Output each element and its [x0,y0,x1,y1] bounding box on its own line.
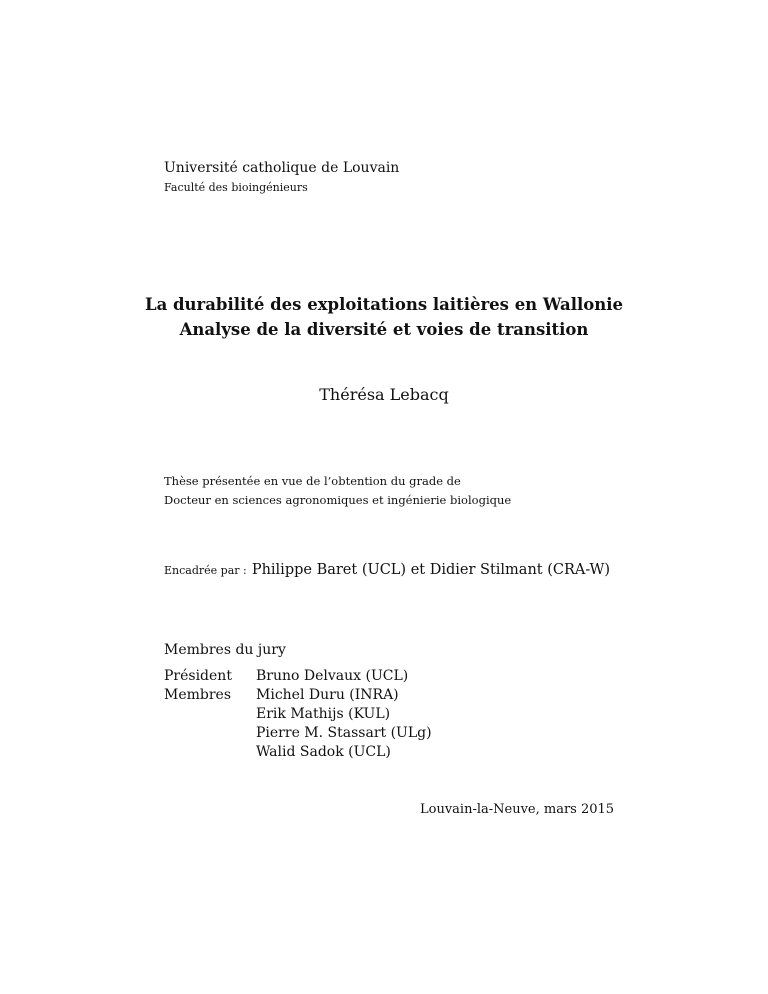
thesis-title [0,292,768,342]
thesis-title-line-2: Analyse de la diversité et voies de transition [179,320,589,339]
jury-member: Pierre M. Stassart (ULg) [256,725,432,741]
supervision-label: Encadrée par : [164,564,247,577]
supervision [164,559,610,578]
thesis-statement-line-1: Thèse présentée en vue de l’obtention du grade de [164,474,461,488]
jury-heading: Membres du jury [164,642,286,658]
jury-member: Erik Mathijs (KUL) [256,706,391,722]
thesis-title-line-1: La durabilité des exploitations laitières en Wallonie [144,295,624,314]
place-and-date: Louvain-la-Neuve, mars 2015 [420,802,615,817]
jury-member: Michel Duru (INRA) [256,687,399,703]
jury-member: Bruno Delvaux (UCL) [256,668,409,684]
author-name: Thérésa Lebacq [319,385,449,404]
thesis-statement-line-2: Docteur en sciences agronomiques et ingénierie biologique [164,493,512,507]
jury-member: Walid Sadok (UCL) [256,744,391,760]
university-name: Université catholique de Louvain [164,160,400,176]
faculty-name: Faculté des bioingénieurs [164,181,308,194]
supervisor-names: Philippe Baret (UCL) et Didier Stilmant (CRA-W) [251,562,611,578]
jury-president-label: Président [164,668,232,684]
jury-members-label: Membres [164,687,232,703]
